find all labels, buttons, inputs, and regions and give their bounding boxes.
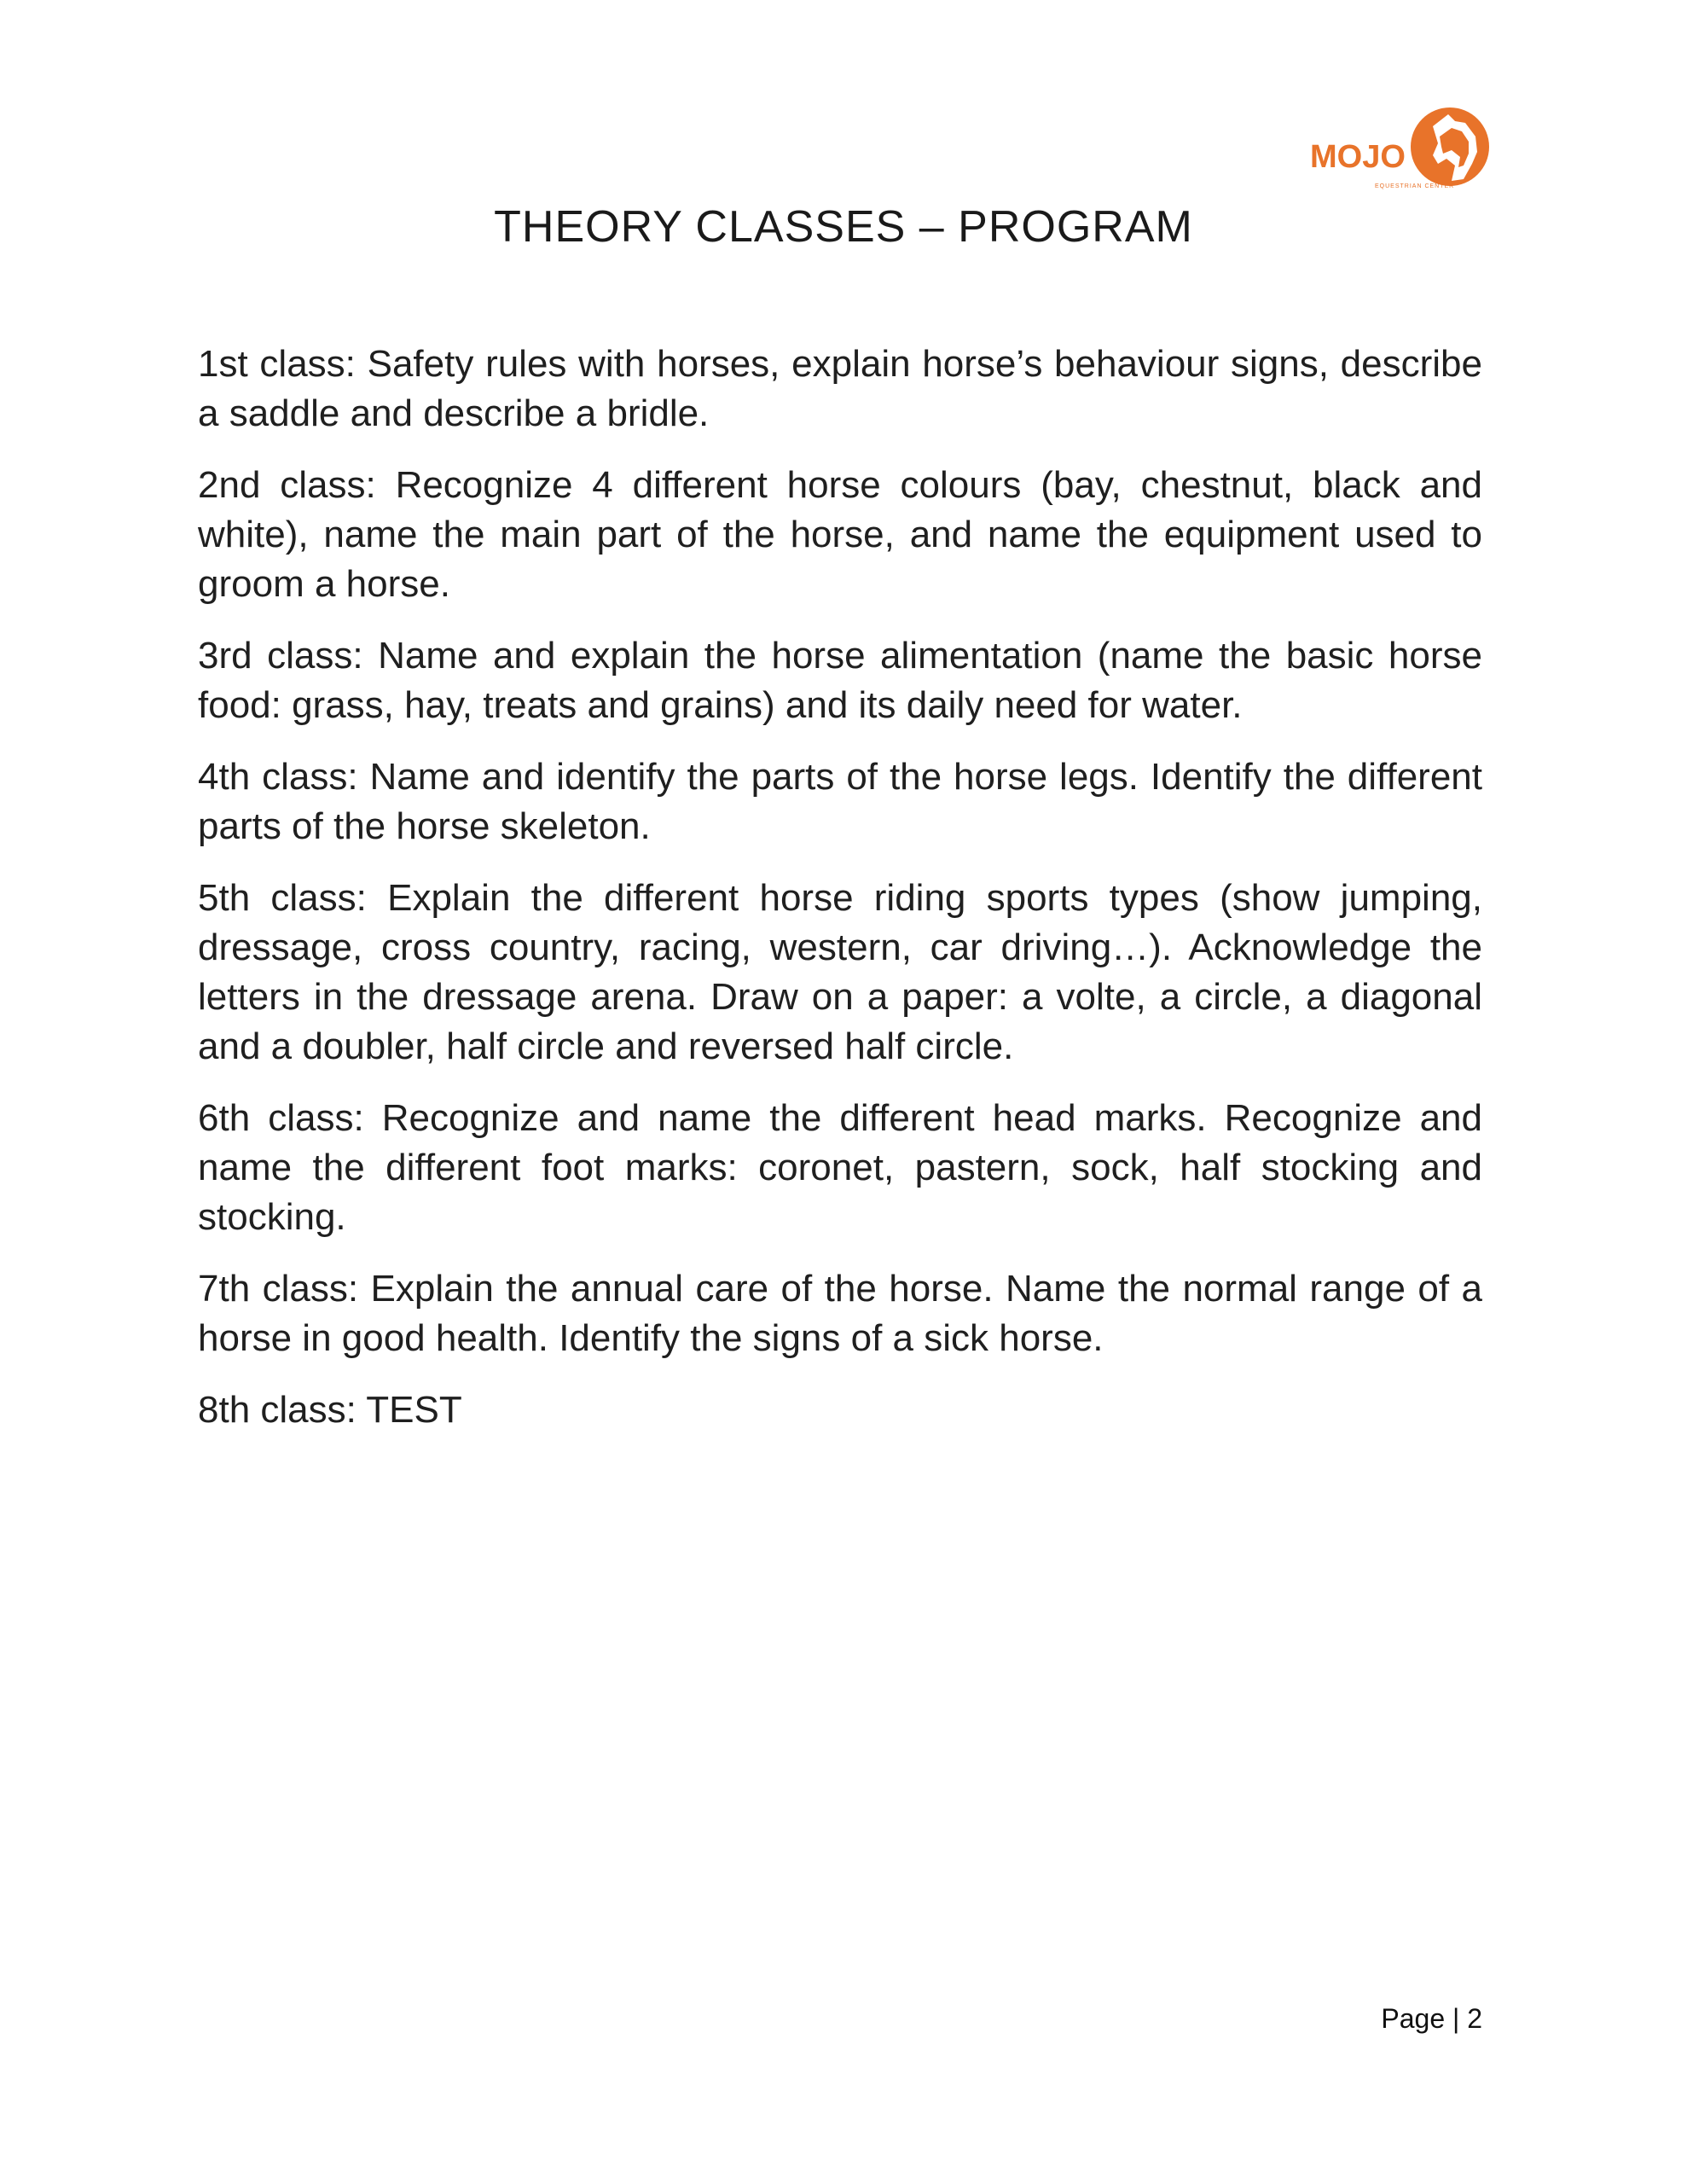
class-item-6: 6th class: Recognize and name the different head marks. Recognize and name the different foot marks: coronet, pastern, sock, half stocking and stocking.	[198, 1097, 1482, 1238]
class-item-3: 3rd class: Name and explain the horse alimentation (name the basic horse food: grass, hay, treats and grains) and its daily need for water.	[198, 635, 1482, 726]
class-item-5: 5th class: Explain the different horse riding sports types (show jumping, dressage, cross country, racing, western, car driving…). Acknowledge the letters in the dressage arena. Draw on a paper: a volte, a circle, a diagonal and a doubler, half circle and reversed half circle.	[198, 877, 1482, 1067]
logo-tagline: EQUESTRIAN CENTER	[1375, 183, 1455, 189]
class-program-list	[198, 340, 1482, 1457]
logo-wordmark: MOJO	[1310, 139, 1406, 175]
class-item-2: 2nd class: Recognize 4 different horse colours (bay, chestnut, black and white), name the main part of the horse, and name the equipment used to groom a horse.	[198, 464, 1482, 605]
class-item-7: 7th class: Explain the annual care of the horse. Name the normal range of a horse in good health. Identify the signs of a sick horse.	[198, 1268, 1482, 1359]
class-item-8: 8th class: TEST	[198, 1389, 462, 1431]
page-number: Page | 2	[1381, 2003, 1482, 2034]
horse-head-icon	[1305, 102, 1501, 196]
class-item-1: 1st class: Safety rules with horses, explain horse’s behaviour signs, describe a saddle and describe a bridle.	[198, 343, 1482, 434]
page-title: THEORY CLASSES – PROGRAM	[494, 202, 1193, 252]
mojo-logo	[1305, 102, 1501, 196]
class-item-4: 4th class: Name and identify the parts of the horse legs. Identify the different parts of the horse skeleton.	[198, 756, 1482, 847]
